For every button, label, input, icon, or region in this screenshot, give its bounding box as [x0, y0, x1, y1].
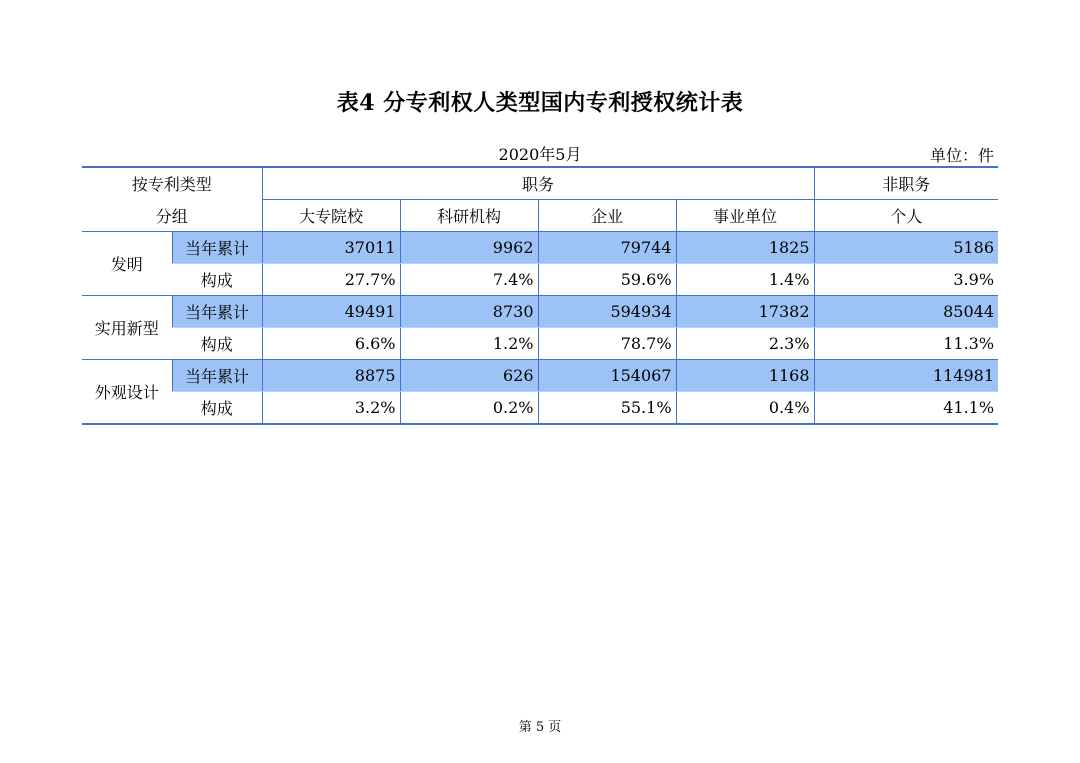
table-cell: 8730 [400, 296, 538, 328]
table-cell: 9962 [400, 232, 538, 264]
table-row [82, 328, 998, 360]
table-row [82, 296, 998, 328]
table-cell: 154067 [538, 360, 676, 392]
patent-stats-table [82, 166, 998, 425]
table-cell: 79744 [538, 232, 676, 264]
column-header: 事业单位 [676, 200, 814, 232]
table-cell: 85044 [814, 296, 998, 328]
row-label: 当年累计 [172, 360, 262, 392]
table-cell: 3.2% [262, 392, 400, 425]
service-column-group: 职务 [262, 167, 814, 200]
table-cell: 8875 [262, 360, 400, 392]
table-cell: 55.1% [538, 392, 676, 425]
column-header: 个人 [814, 200, 998, 232]
table-cell: 1168 [676, 360, 814, 392]
column-header: 科研机构 [400, 200, 538, 232]
table-cell: 0.4% [676, 392, 814, 425]
report-date: 2020年5月 [498, 145, 582, 164]
group-header-line2: 分组 [82, 200, 262, 232]
table-cell: 1.4% [676, 264, 814, 296]
table-title: 表4 分专利权人类型国内专利授权统计表 [336, 90, 744, 116]
table-row [82, 360, 998, 392]
header-row-1 [82, 167, 998, 200]
row-label: 当年累计 [172, 296, 262, 328]
table-cell: 59.6% [538, 264, 676, 296]
table-cell: 5186 [814, 232, 998, 264]
page-number: 第 5 页 [518, 720, 562, 735]
unit-label: 单位：件 [929, 146, 994, 165]
table-cell: 2.3% [676, 328, 814, 360]
table-cell: 7.4% [400, 264, 538, 296]
table-cell: 0.2% [400, 392, 538, 425]
patent-type-label: 发明 [82, 232, 172, 296]
table-cell: 78.7% [538, 328, 676, 360]
table-cell: 11.3% [814, 328, 998, 360]
table-row [82, 264, 998, 296]
table-cell: 1825 [676, 232, 814, 264]
table-cell: 17382 [676, 296, 814, 328]
table-cell: 3.9% [814, 264, 998, 296]
column-header: 企业 [538, 200, 676, 232]
table-row [82, 392, 998, 425]
group-header-line1: 按专利类型 [82, 167, 262, 200]
table-cell: 114981 [814, 360, 998, 392]
row-label: 构成 [172, 264, 262, 296]
table-cell: 41.1% [814, 392, 998, 425]
table-row [82, 232, 998, 264]
row-label: 构成 [172, 392, 262, 425]
table-cell: 37011 [262, 232, 400, 264]
nonservice-column-group: 非职务 [814, 167, 998, 200]
table-cell: 594934 [538, 296, 676, 328]
table-cell: 49491 [262, 296, 400, 328]
table-cell: 27.7% [262, 264, 400, 296]
row-label: 构成 [172, 328, 262, 360]
column-header: 大专院校 [262, 200, 400, 232]
table-cell: 1.2% [400, 328, 538, 360]
patent-type-label: 实用新型 [82, 296, 172, 360]
table-cell: 626 [400, 360, 538, 392]
header-row-2 [82, 200, 998, 232]
patent-type-label: 外观设计 [82, 360, 172, 425]
table-cell: 6.6% [262, 328, 400, 360]
row-label: 当年累计 [172, 232, 262, 264]
